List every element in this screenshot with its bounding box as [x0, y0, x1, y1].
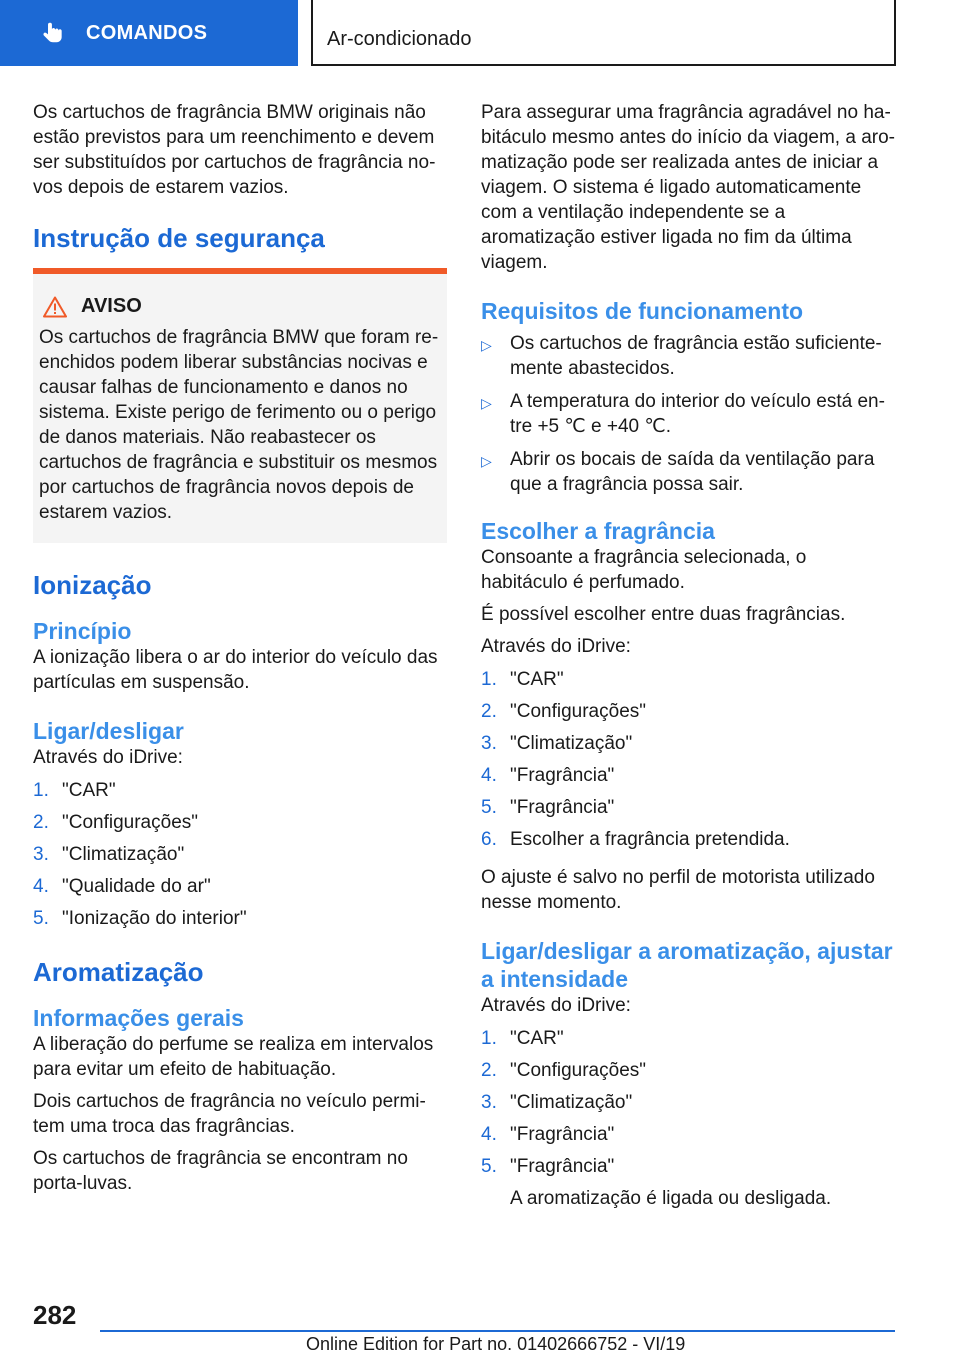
intensity-note: A aromatização é ligada ou desligada.: [510, 1188, 832, 1209]
principle-text: A ionização libera o ar do interior do veículo das partículas em suspensão.: [33, 647, 438, 693]
general-p2: Dois cartuchos de fragrância no veículo permitem uma troca das fragrâncias.: [33, 1091, 426, 1137]
list-item: 1 . "CAR": [481, 667, 897, 699]
list-item: 5 . "Ionização do interior": [33, 906, 449, 938]
ionization-steps: [33, 778, 449, 938]
general-heading: Informações gerais: [33, 1005, 244, 1031]
list-item: 1 . "CAR": [33, 778, 449, 810]
warning-box: [33, 268, 447, 543]
idrive-text: Através do iDrive:: [33, 747, 183, 768]
triangle-bullet-icon: ▷: [481, 453, 492, 469]
triangle-bullet-icon: ▷: [481, 337, 492, 353]
chapter-title: Ar-condicionado: [311, 0, 896, 66]
general-p1: A liberação do perfume se realiza em intervalos para evitar um efeito de habituação.: [33, 1034, 434, 1080]
onoff-heading: Ligar/desligar: [33, 718, 184, 744]
choose-heading: Escolher a fragrância: [481, 518, 715, 544]
list-item: 3 . "Climatização": [481, 731, 897, 763]
choose-p2: É possível escolher entre duas fragrâncias.: [481, 604, 846, 625]
list-item: 4 . "Fragrância": [481, 763, 897, 795]
idrive-text: Através do iDrive:: [481, 995, 631, 1016]
list-item: 5 . "Fragrância": [481, 795, 897, 827]
choose-steps: [481, 667, 897, 859]
page-number: 282: [33, 1300, 77, 1330]
list-item: ▷ Abrir os bocais de saída da ventilação para que a fragrância possa sair.: [481, 449, 875, 495]
edition-text: Online Edition for Part no. 01402666752 - VI/19: [306, 1334, 686, 1354]
list-item: 5 . "Fragrância": [481, 1154, 897, 1186]
list-item: 4 . "Qualidade do ar": [33, 874, 449, 906]
list-item: 4 . "Fragrância": [481, 1122, 897, 1154]
list-item: 2 . "Configurações": [481, 1058, 897, 1090]
list-item: 3 . "Climatização": [481, 1090, 897, 1122]
general-p3: Os cartuchos de fragrância se encontram no porta-luvas.: [33, 1148, 408, 1194]
safety-heading: Instrução de segurança: [33, 223, 325, 253]
principle-heading: Princípio: [33, 618, 132, 644]
list-item: 6 . Escolher a fragrância pretendida.: [481, 827, 897, 859]
list-item: 2 . "Configurações": [481, 699, 897, 731]
choose-p1: Consoante a fragrância selecionada, o habitáculo é perfumado.: [481, 547, 807, 593]
section-tab: [0, 0, 298, 66]
fragrance-intro: Os cartuchos de fragrância BMW originais não estão previstos para um reenchimento e devem ser substituídos por cartuchos de fragrância novos depois de estarem vazios.: [33, 102, 436, 198]
choose-note: O ajuste é salvo no perfil de motorista utilizado nesse momento.: [481, 867, 875, 913]
hand-pointer-icon: [40, 20, 66, 46]
preconditioning-text: Para assegurar uma fragrância agradável no habitáculo mesmo antes do início da viagem, a aromatização pode ser realizada antes de iniciar a viagem. O sistema é ligado automaticamente com a ventilação independente se a aromatização estiver ligada no fim da última viagem.: [481, 102, 895, 273]
requirements-heading: Requisitos de funcionamento: [481, 298, 804, 324]
list-item: ▷ A temperatura do interior do veículo está entre +5 ℃ e +40 ℃.: [481, 391, 885, 437]
idrive-text: Através do iDrive:: [481, 636, 631, 657]
list-item: 1 . "CAR": [481, 1026, 897, 1058]
left-column: [33, 100, 449, 1203]
warning-text: Os cartuchos de fragrância BMW que foram reenchidos podem liberar substâncias nocivas e causar falhas de funcionamento e danos no sistema. Existe perigo de ferimento ou o perigo de danos materiais. Não reabastecer os cartuchos de fragrância e substituir os mesmos por cartuchos de fragrância novos depois de estarem vazios.: [39, 327, 439, 523]
right-column: [481, 100, 897, 1218]
list-item: 2 . "Configurações": [33, 810, 449, 842]
triangle-bullet-icon: ▷: [481, 395, 492, 411]
intensity-heading: Ligar/desligar a aromatização, ajustar a intensidade: [481, 938, 893, 992]
warning-triangle-icon: [43, 296, 67, 318]
intensity-steps: [481, 1026, 897, 1186]
footer-divider: [100, 1330, 895, 1332]
requirements-list: [481, 331, 897, 497]
section-title: COMANDOS: [86, 21, 208, 44]
aroma-heading: Aromatização: [33, 957, 204, 987]
list-item: 3 . "Climatização": [33, 842, 449, 874]
list-item: ▷ Os cartuchos de fragrância estão suficientemente abastecidos.: [481, 333, 882, 379]
warning-title: [39, 294, 439, 319]
ionization-heading: Ionização: [33, 570, 152, 600]
warning-label: AVISO: [81, 295, 142, 317]
